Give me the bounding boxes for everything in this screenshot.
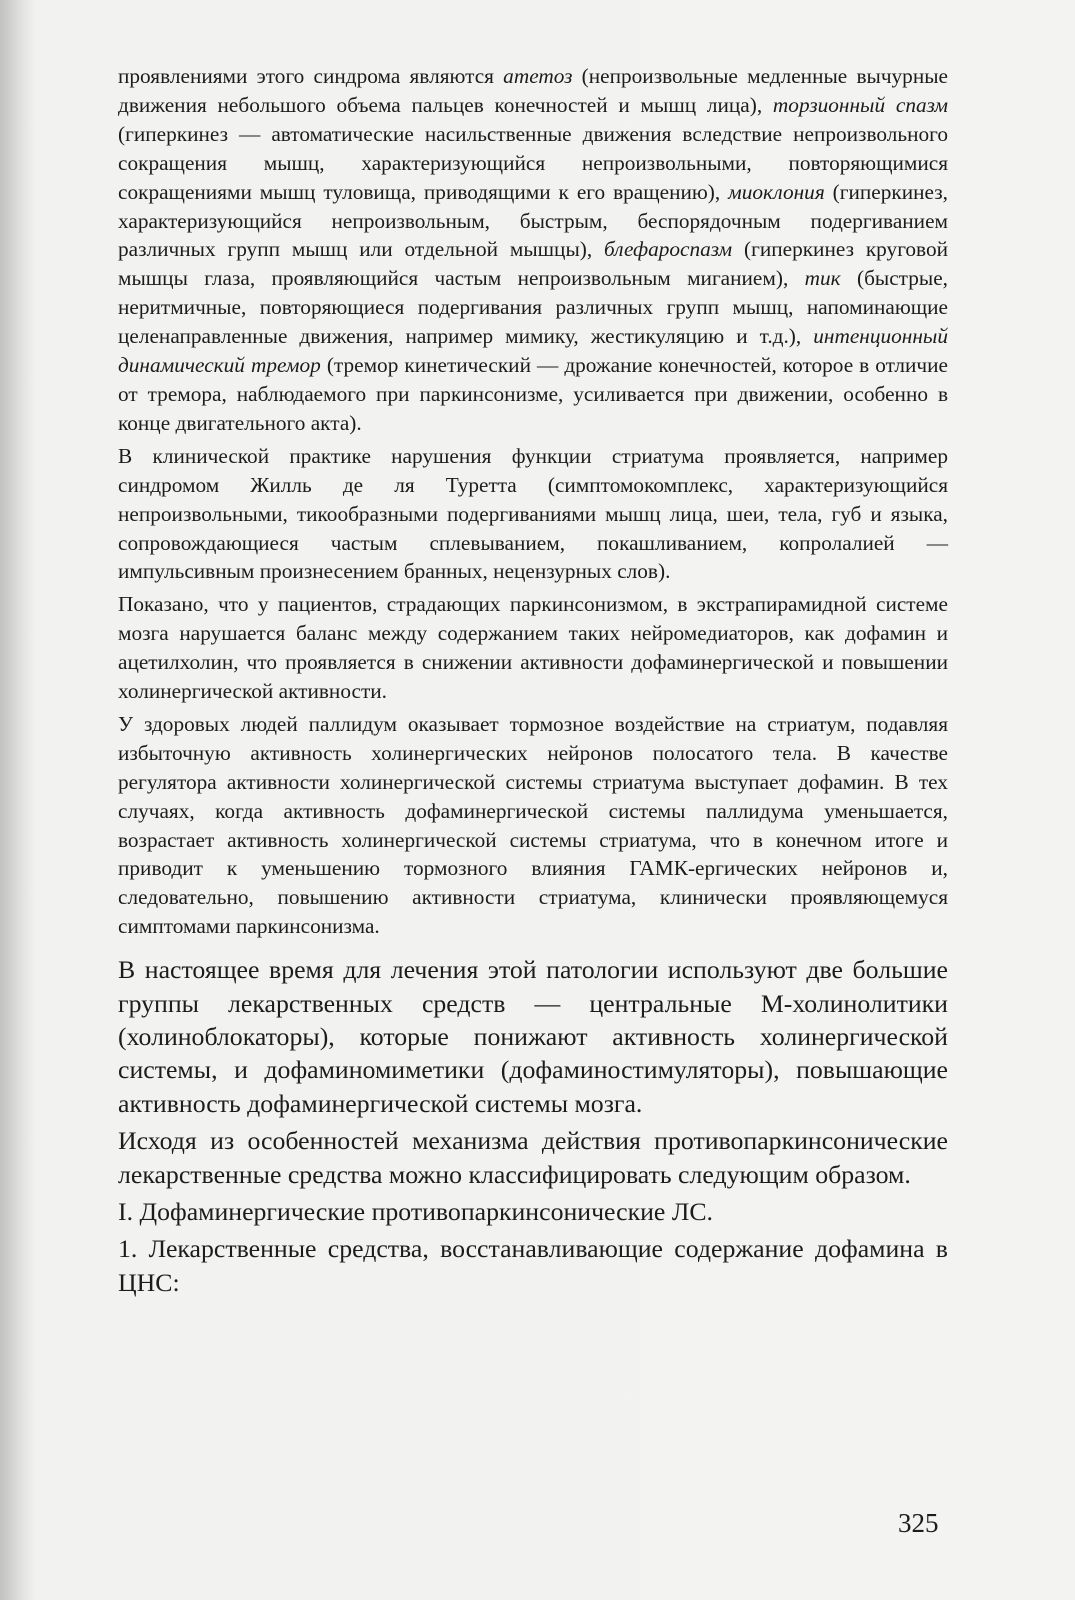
paragraph-neuromediator-balance <box>118 590 948 706</box>
page-body-text <box>118 62 948 1299</box>
paragraph-tourette-syndrome <box>118 442 948 587</box>
paragraph-treatment-groups <box>118 953 948 1120</box>
classification-item-dopaminergic <box>118 1195 948 1228</box>
italic-term: интенционный динамический тремор <box>118 324 948 378</box>
text-run: 1. Лекарственные средства, восстанавливающие содержание дофамина в ЦНС: <box>118 1234 948 1297</box>
text-run: (гиперкинез, характеризующийся непроизвольным, быстрым, беспорядочным подергиванием различных групп мышц или отдельной мышцы), <box>118 179 948 262</box>
text-run: (непроизвольные медленные вычурные движения небольшого объема пальцев конечностей и мышц лица), <box>118 64 948 117</box>
paragraph-hyperkinesis-types <box>118 62 948 438</box>
text-run: (быстрые, неритмичные, повторяющиеся подергивания различных групп мышц, напоминающие целенаправленные движения, например мимику, жестикуляцию и т.д.), <box>118 266 948 349</box>
text-run: проявлениями этого синдрома являются <box>118 64 504 88</box>
text-run: Исходя из особенностей механизма действия противопаркинсонические лекарственные средства можно классифицировать следующим образом. <box>118 1126 948 1189</box>
italic-term: атетоз <box>503 64 573 88</box>
paragraph-pallidum-striatum <box>118 710 948 941</box>
text-run: В настоящее время для лечения этой патологии используют две большие группы лекарственных средств — центральные М-холинолитики (холиноблокаторы), которые понижают активность холинергической системы, и дофаминомиметики (дофаминостимуляторы), повышающие активность дофаминергической системы мозга. <box>118 955 948 1118</box>
italic-term: тик <box>804 266 841 291</box>
italic-term: миоклония <box>728 179 825 204</box>
text-run: (гиперкинез — автоматические насильственные движения вследствие непроизвольного сокращения мышц, характеризующийся непроизвольными, повторяющимися сокращениями мышц туловища, приводящими к его вращению), <box>118 121 948 204</box>
text-run: У здоровых людей паллидум оказывает тормозное воздействие на стриатум, подавляя избыточную активность холинергических нейронов полосатого тела. В качестве регулятора активности холинергической системы стриатума выступает дофамин. В тех случаях, когда активность дофаминергической системы паллидума уменьшается, возрастает активность холинергической системы стриатума, что в конечном итоге и приводит к уменьшению тормозного влияния ГАМК-ергических нейронов и, следовательно, повышению активности стриатума, клинически проявляющемуся симптомами паркинсонизма. <box>118 711 948 939</box>
paragraph-classification-intro <box>118 1124 948 1191</box>
page-number: 325 <box>898 1508 939 1538</box>
classification-subitem-dopamine-restoring <box>118 1232 948 1299</box>
spine-shadow <box>0 0 34 1600</box>
text-run: (тремор кинетический — дрожание конечностей, которое в отличие от тремора, наблюдаемого при паркинсонизме, усиливается при движении, особенно в конце двигательного акта). <box>118 353 948 435</box>
italic-term: блефароспазм <box>604 237 733 262</box>
text-run: I. Дофаминергические противопаркинсонические ЛС. <box>118 1197 713 1227</box>
italic-term: торзионный спазм <box>772 92 948 117</box>
text-run: В клинической практике нарушения функции стриатума проявляется, например синдромом Жилль де ля Туретта (симптомокомплекс, характеризующийся непроизвольными, тикообразными подергиваниями мышц лица, шеи, тела, губ и языка, сопровождающиеся частым сплевыванием, покашливанием, копролалией — импульсивным произнесением бранных, нецензурных слов). <box>118 443 948 584</box>
text-run: (гиперкинез круговой мышцы глаза, проявляющийся частым непроизвольным миганием), <box>118 237 949 291</box>
text-run: Показано, что у пациентов, страдающих паркинсонизмом, в экстрапирамидной системе мозга нарушается баланс между содержанием таких нейромедиаторов, как дофамин и ацетилхолин, что проявляется в снижении активности дофаминергической и повышении холинергической активности. <box>118 592 948 704</box>
